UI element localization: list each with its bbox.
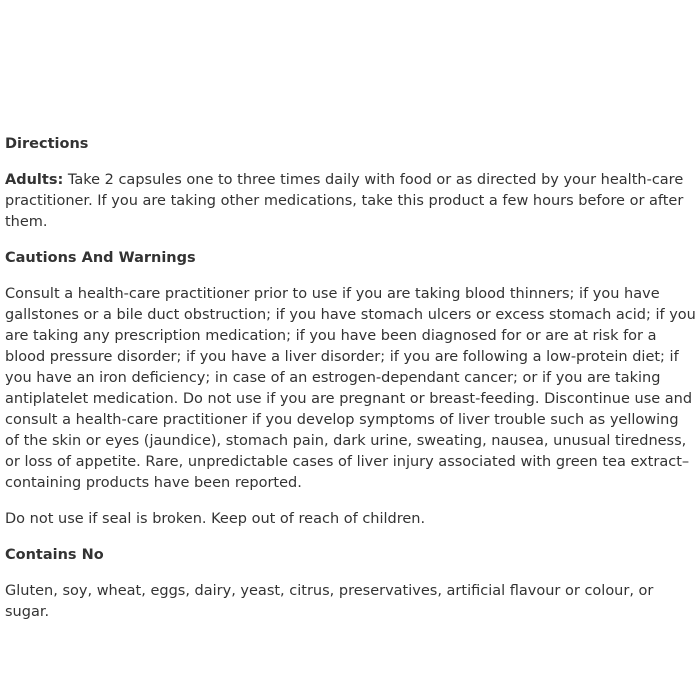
adults-text: Take 2 capsules one to three times daily with food or as directed by your health-care practitioner. If you are taking other medications, take this product a few hours before or after them. [5,172,684,230]
adults-label: Adults: [5,172,64,188]
directions-paragraph [5,170,697,233]
cautions-paragraph: Consult a health-care practitioner prior to use if you are taking blood thinners; if you have gallstones or a bile duct obstruction; if you have stomach ulcers or excess stomach acid; if you are taking any prescription medication; if you have been diagnosed for or are at risk for a blood pressure disorder; if you have a liver disorder; if you are following a low-protein diet; if you have an iron deficiency; in case of an estrogen-dependant cancer; or if you are taking antiplatelet medication. Do not use if you are pregnant or breast-feeding. Discontinue use and consult a health-care practitioner if you develop symptoms of liver trouble such as yellowing of the skin or eyes (jaundice), stomach pain, dark urine, sweating, nausea, unusual tiredness, or loss of appetite. Rare, unpredictable cases of liver injury associated with green tea extract–containing products have been reported. [5,286,696,491]
cautions-heading: Cautions And Warnings [5,250,196,266]
contains-no-heading: Contains No [5,547,104,563]
product-info [5,134,697,623]
directions-heading: Directions [5,136,89,152]
contains-no-text: Gluten, soy, wheat, eggs, dairy, yeast, citrus, preservatives, artificial flavour or colour, or sugar. [5,583,654,620]
seal-note: Do not use if seal is broken. Keep out of reach of children. [5,511,426,527]
